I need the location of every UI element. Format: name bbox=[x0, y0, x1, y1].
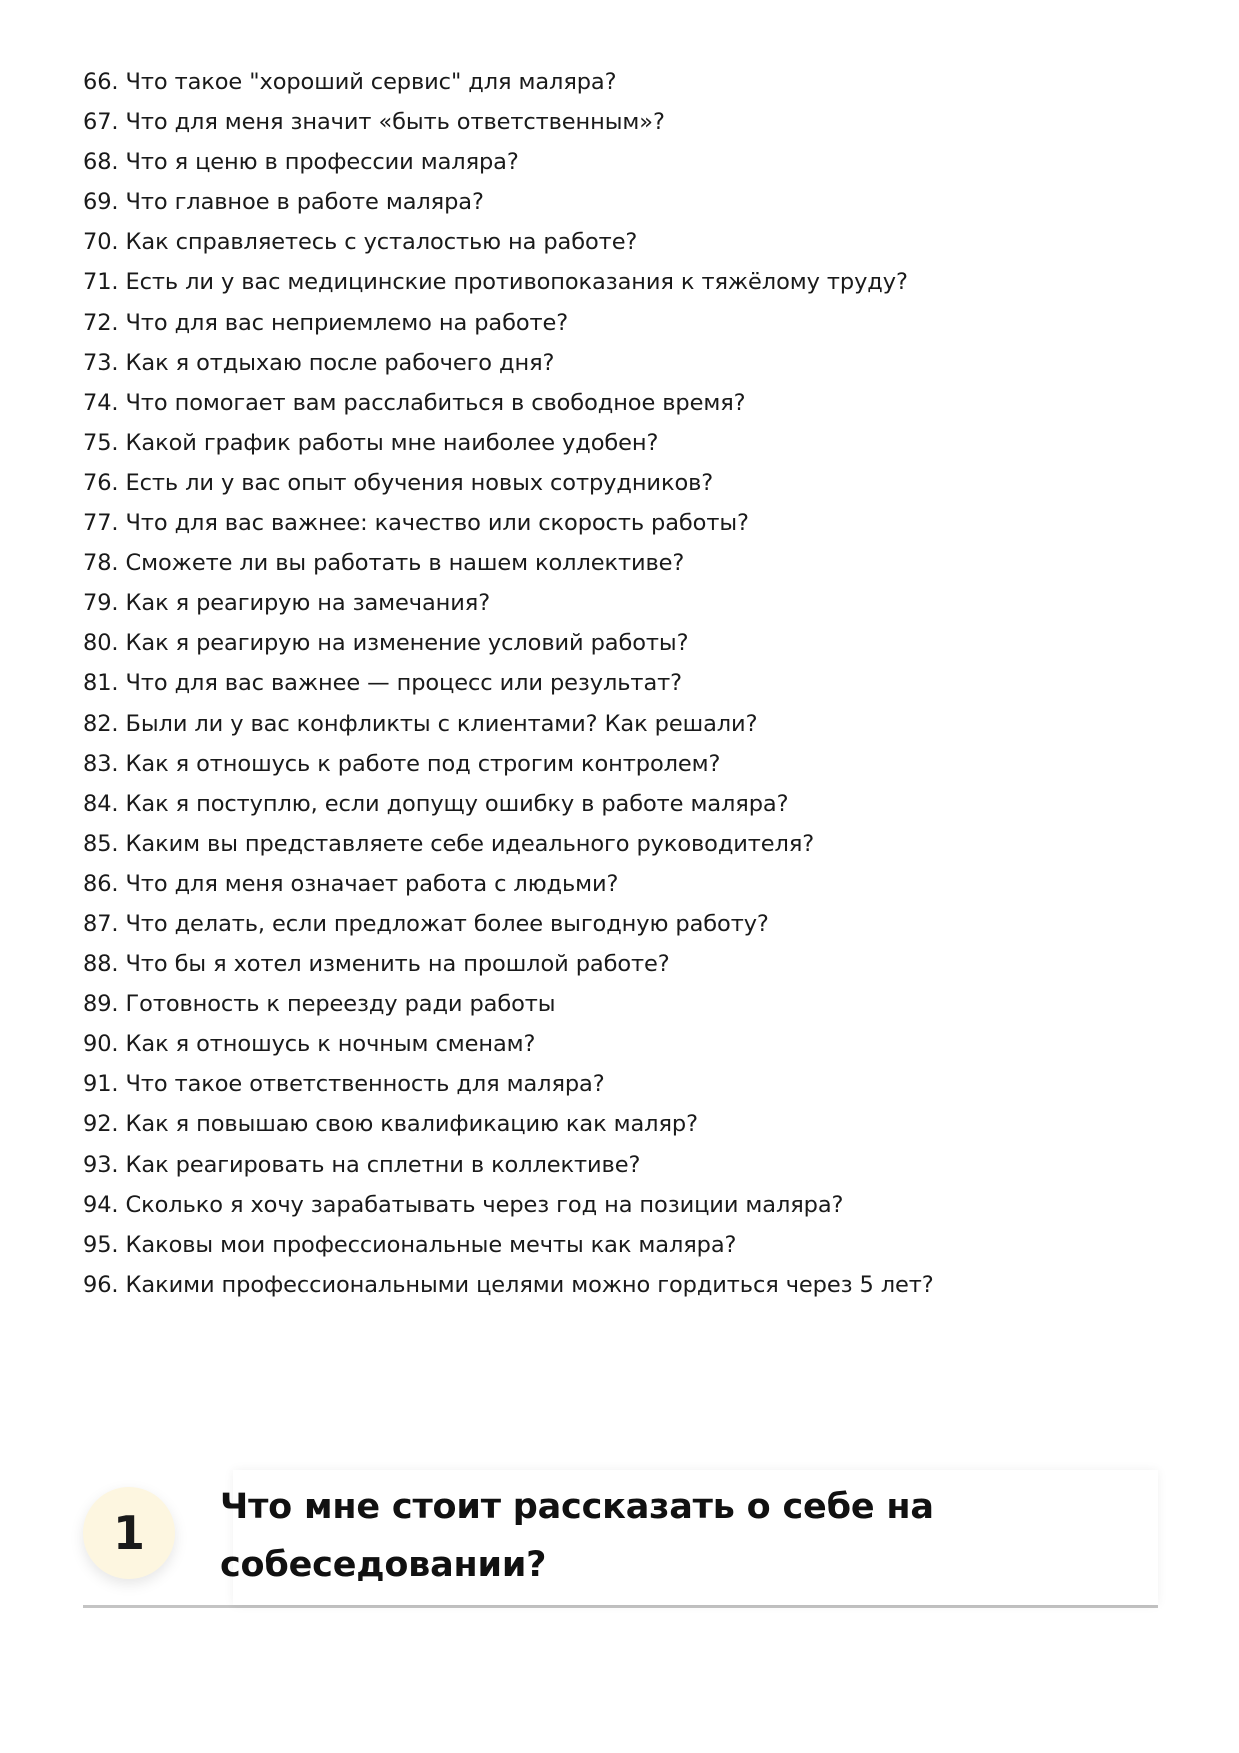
question-item: 80. Как я реагирую на изменение условий работы? bbox=[83, 630, 689, 657]
section-number-badge: 1 bbox=[83, 1487, 175, 1579]
question-item: 67. Что для меня значит «быть ответственным»? bbox=[83, 109, 665, 136]
question-item: 73. Как я отдыхаю после рабочего дня? bbox=[83, 349, 555, 376]
question-item: 92. Как я повышаю свою квалификацию как маляр? bbox=[83, 1111, 698, 1138]
question-item: 90. Как я отношусь к ночным сменам? bbox=[83, 1031, 536, 1058]
question-item: 86. Что для меня означает работа с людьми? bbox=[83, 870, 619, 897]
question-item: 69. Что главное в работе маляра? bbox=[83, 189, 484, 216]
question-item: 71. Есть ли у вас медицинские противопоказания к тяжёлому труду? bbox=[83, 269, 908, 296]
question-item: 84. Как я поступлю, если допущу ошибку в работе маляра? bbox=[83, 790, 789, 817]
section-title: Что мне стоит рассказать о себе на собеседовании? bbox=[220, 1487, 934, 1585]
question-item: 76. Есть ли у вас опыт обучения новых сотрудников? bbox=[83, 469, 714, 496]
question-item: 95. Каковы мои профессиональные мечты как маляра? bbox=[83, 1231, 737, 1258]
question-item: 68. Что я ценю в профессии маляра? bbox=[83, 149, 519, 176]
section-header bbox=[83, 1470, 1158, 1608]
question-item: 83. Как я отношусь к работе под строгим контролем? bbox=[83, 750, 721, 777]
question-item: 91. Что такое ответственность для маляра? bbox=[83, 1071, 605, 1098]
question-item: 81. Что для вас важнее — процесс или результат? bbox=[83, 670, 682, 697]
question-item: 93. Как реагировать на сплетни в коллективе? bbox=[83, 1151, 641, 1178]
question-item: 72. Что для вас неприемлемо на работе? bbox=[83, 309, 569, 336]
question-item: 75. Какой график работы мне наиболее удобен? bbox=[83, 429, 659, 456]
question-item: 79. Как я реагирую на замечания? bbox=[83, 590, 491, 617]
question-item: 77. Что для вас важнее: качество или скорость работы? bbox=[83, 510, 749, 537]
question-list bbox=[83, 62, 934, 1305]
question-item: 66. Что такое "хороший сервис" для маляра? bbox=[83, 69, 617, 95]
question-item: 85. Каким вы представляете себе идеального руководителя? bbox=[83, 830, 815, 857]
question-item: 78. Сможете ли вы работать в нашем коллективе? bbox=[83, 550, 685, 577]
question-item: 70. Как справляетесь с усталостью на работе? bbox=[83, 229, 638, 256]
question-item: 88. Что бы я хотел изменить на прошлой работе? bbox=[83, 951, 670, 978]
question-item: 89. Готовность к переезду ради работы bbox=[83, 991, 556, 1018]
question-item: 74. Что помогает вам расслабиться в свободное время? bbox=[83, 389, 746, 416]
question-item: 96. Какими профессиональными целями можно гордиться через 5 лет? bbox=[83, 1271, 934, 1298]
question-item: 87. Что делать, если предложат более выгодную работу? bbox=[83, 910, 769, 937]
question-item: 82. Были ли у вас конфликты с клиентами? Как решали? bbox=[83, 710, 758, 737]
question-item: 94. Сколько я хочу зарабатывать через год на позиции маляра? bbox=[83, 1191, 844, 1218]
